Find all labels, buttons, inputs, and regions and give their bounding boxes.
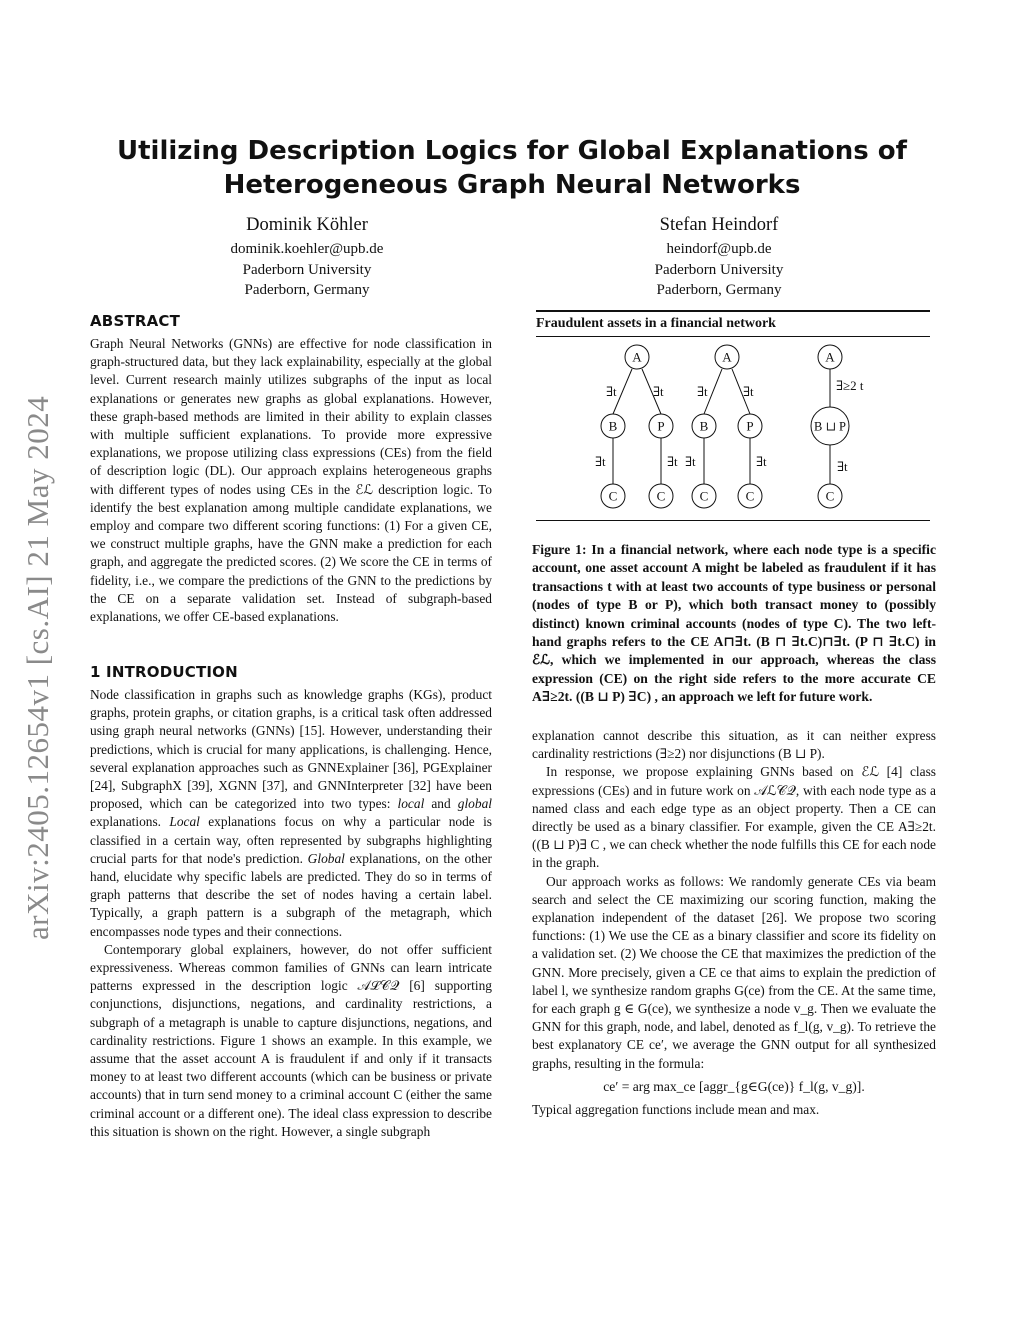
graph-node: A <box>825 349 835 365</box>
figure-title-rule <box>536 336 930 337</box>
intro-text: and <box>424 796 458 812</box>
figure-bottom-rule <box>536 520 930 521</box>
right-paragraph-2: In response, we propose explaining GNNs based on ℰℒ [4] class expressions (CEs) and in future work on 𝒜ℒ𝒞𝒬, with each node type as a named class and each edge type as an object property. Then a CE can directly be used as a binary classifier. For example, given the CE A∃≥2t. ((B ⊔ P)∃ C , we can check whether the node fulfills this CE for each node in the graph. <box>532 764 936 871</box>
paper-title: Utilizing Description Logics for Global Explanations of Heterogeneous Graph Neural Networks <box>117 136 907 200</box>
author-email: dominik.koehler@upb.de <box>230 241 384 257</box>
edge-label: ∃t <box>685 454 696 469</box>
intro-paragraph-2: Contemporary global explainers, however, do not offer sufficient expressiveness. Whereas common families of GNNs can learn intricate patterns expressed in the description logic 𝒜ℒ𝒞𝒬 [6] supporting conjunctions, disjunctions, negations, and cardinality restrictions, a subgraph of a metagraph is unable to capture disjunctions, negations, and cardinality restrictions. Figure 1 shows an example. In this example, we assume that the asset account A is fraudulent if and only if it transacts money to at least two different accounts (which can be business or private accounts) that in turn send money to a criminal account C (either the same criminal account or a different one). The ideal class expression to describe this situation is shown on the right. However, a single subgraph <box>90 941 492 1139</box>
graph-node: C <box>608 488 618 504</box>
right-column-text <box>532 727 936 1119</box>
author-affiliation: Paderborn University <box>654 261 784 278</box>
edge-label: ∃t <box>653 384 664 399</box>
intro-emphasis: local <box>397 796 425 812</box>
graph-node: A <box>722 349 732 365</box>
author-location: Paderborn, Germany <box>244 282 370 298</box>
graph-node: C <box>825 488 835 504</box>
figure-1 <box>536 310 930 522</box>
edge-label: ∃t <box>667 454 678 469</box>
graph-node: B <box>608 418 618 434</box>
graph-node: C <box>699 488 709 504</box>
graph-node: P <box>746 418 754 434</box>
graph-node: B ⊔ P <box>813 419 847 434</box>
abstract-section <box>90 335 492 626</box>
intro-text: explanations, on the other hand, elucidate why specific labels are predicted. They do so in terms of graph patterns that describe the set of nodes having a certain label. Typically, a graph pattern is a subgraph of the metagraph, which encompasses node types and their connections. <box>90 850 492 939</box>
intro-text: explanations. <box>90 814 170 830</box>
edge-label: ∃t <box>606 384 617 399</box>
edge-label: ∃≥2 t <box>836 378 864 393</box>
intro-emphasis: Global <box>307 850 345 866</box>
abstract-text: Graph Neural Networks (GNNs) are effective for node classification in graph-structured data, but they lack explainability, especially at the global level. Current research mainly utilizes subgraphs of the input as local explanations or generates new graphs as global explanations. However, these graph-based methods are limited in their ability to explain classes with multiple sufficient explanations. To provide more expressive explanations, we propose utilizing class expressions (CEs) from the field of description logic (DL). Our approach explains heterogeneous graphs with different types of nodes using CEs in the ℰℒ description logic. To identify the best explanation among multiple candidate explanations, we employ and compare two different scoring functions: (1) For a given CE, we construct multiple graphs, have the GNN make a prediction for each graph, and aggregate the predicted scores. (2) We score the CE in terms of fidelity, i.e., we compare the predictions of the GNN to the predictions by the CE on a separate validation set. Instead of subgraph-based explanations, we offer CE-based explanations. <box>90 336 492 625</box>
introduction-heading: 1 INTRODUCTION <box>90 663 238 681</box>
figure-caption: Figure 1: In a financial network, where each node type is a specific account, one asset account A might be labeled as fraudulent if it has transactions t with at least two accounts of type business or personal (nodes of type B or P), which both transact money to (possibly distinct) known criminal accounts (nodes of type C). The two left-hand graphs refers to the CE A⊓∃t. (B ⊓ ∃t.C)⊓∃t. (P ⊓ ∃t.C) in ℰℒ, which we implemented in our approach, whereas the class expression (CE) on the right side refers to the more accurate CE A∃≥2t. ((B ⊔ P) ∃C) , an approach we left for future work. <box>532 542 936 705</box>
author-block <box>569 213 869 301</box>
intro-text: Node classification in graphs such as knowledge graphs (KGs), product graphs, protein graphs, or citation graphs, is a critical task often addressed using graph neural networks (GNNs) [15]. However, understanding their predictions, which is crucial for many applications, is challenging. Hence, several explanation approaches such as GNNExplainer [36], PGExplainer [24], SubgraphX [39], XGNN [37], and GNNInterpreter [32] have been proposed, which can be categorized into two types: <box>90 687 492 812</box>
author-email: heindorf@upb.de <box>666 241 772 257</box>
edge-label: ∃t <box>743 384 754 399</box>
intro-paragraph-1 <box>90 686 492 941</box>
introduction-section <box>90 686 492 1141</box>
figure-graph-diagram <box>536 338 930 522</box>
edge-label: ∃t <box>595 454 606 469</box>
figure-title: Fraudulent assets in a financial network <box>536 316 776 331</box>
author-name: Stefan Heindorf <box>659 215 779 235</box>
author-block <box>157 213 457 301</box>
intro-text: explanations focus on why a particular node is classified in a certain way, often represented by subgraphs highlighting crucial parts for that node's prediction. <box>90 814 492 866</box>
arxiv-identifier: arXiv:2405.12654v1 [cs.AI] 21 May 2024 <box>20 395 55 940</box>
graph-node: P <box>657 418 665 434</box>
intro-emphasis: global <box>457 796 492 812</box>
graph-node: B <box>699 418 709 434</box>
graph-node: C <box>656 488 666 504</box>
author-location: Paderborn, Germany <box>656 282 782 298</box>
right-paragraph-3: Our approach works as follows: We randomly generate CEs via beam search and select the CE maximizing our scoring function, making the explanation independent of the dataset [26]. We propose two scoring functions: (1) We use the CE as a binary classifier and score its fidelity on a validation set. (2) We choose the CE that maximizes the prediction of the GNN. More precisely, given a CE ce that aims to explain the prediction of label l, we synthesize random graphs G(ce) from the CE. At the same time, for each graph g ∈ G(ce), we synthesize a node v_g. Then we evaluate the GNN for this graph, node, and label, denoted as f_l(g, v_g). To retrieve the best explanatory CE ce′, we average the GNN output for all synthesized graphs, resulting in the formula: <box>532 873 936 1071</box>
formula: ce′ = arg max_ce [aggr_{g∈G(ce)} f_l(g, v_g)]. <box>603 1078 865 1094</box>
edge-label: ∃t <box>837 459 848 474</box>
author-affiliation: Paderborn University <box>242 261 372 278</box>
right-paragraph-1: explanation cannot describe this situation, as it can neither express cardinality restrictions (∃≥2) nor disjunctions (B ⊔ P). <box>532 728 936 762</box>
graph-node: A <box>632 349 642 365</box>
abstract-heading: ABSTRACT <box>90 312 181 330</box>
graph-node: C <box>745 488 755 504</box>
edge-label: ∃t <box>756 454 767 469</box>
right-paragraph-4: Typical aggregation functions include mean and max. <box>532 1101 820 1117</box>
edge-label: ∃t <box>697 384 708 399</box>
intro-emphasis: Local <box>169 814 200 830</box>
author-name: Dominik Köhler <box>246 215 368 235</box>
figure-top-rule <box>536 310 930 312</box>
